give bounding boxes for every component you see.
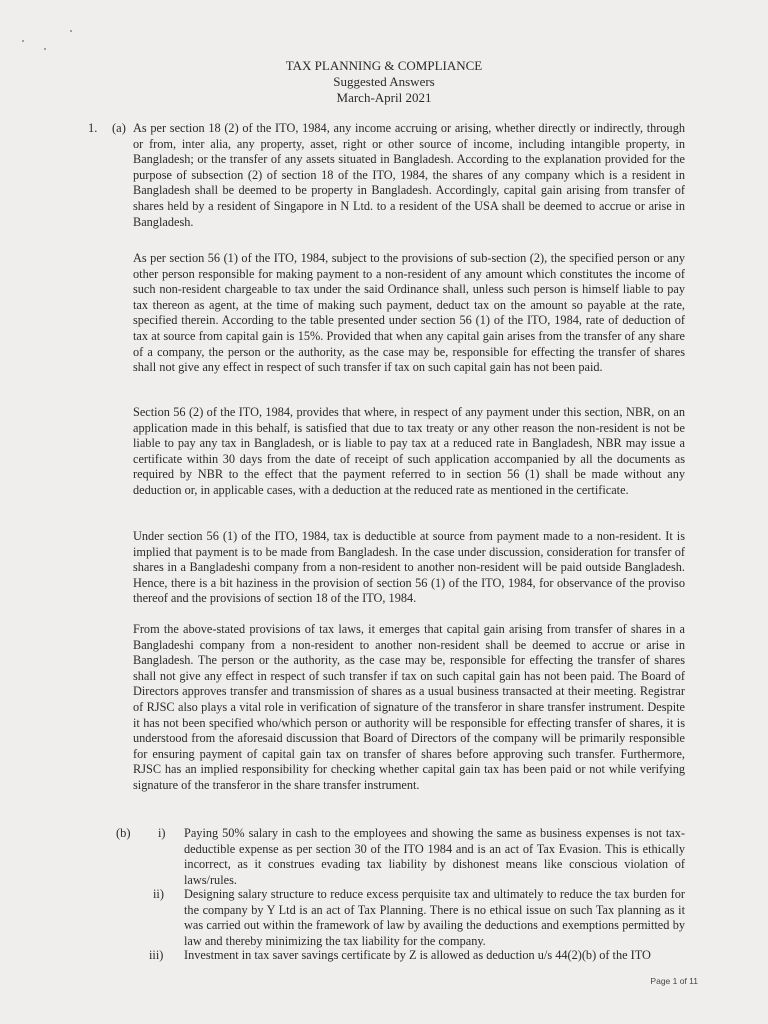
answer-paragraph: Section 56 (2) of the ITO, 1984, provides that where, in respect of any payment under this section, NBR, on an application made in this behalf, is satisfied that due to tax treaty or any other reason the non-resident is not be liable to pay any tax in Bangladesh, or is liable to pay tax at a reduced rate in Bangladesh, NBR may issue a certificate within 30 days from the date of receipt of such application accompanied by all the documents as required by NBR to the effect that the payment referred to in section 56 (1) shall be made without any deduction or, in applicable cases, with a deduction at the reduced rate as mentioned in the certificate.: [133, 405, 685, 497]
answer-paragraph: As per section 18 (2) of the ITO, 1984, any income accruing or arising, whether directly or indirectly, through or from, inter alia, any property, asset, right or other source of income, including intangible property, in Bangladesh; or the transfer of any assets situated in Bangladesh. According to the explanation provided for the purpose of subsection (2) of section 18 of the ITO, 1984, the shares of any company which is a resident in Bangladesh shall be deemed to be property in Bangladesh. Accordingly, capital gain arising from transfer of shares held by a resident of Singapore in N Ltd. to a resident of the USA shall be deemed to accrue or arise in Bangladesh.: [133, 121, 685, 229]
part-b-label: (b): [116, 826, 131, 840]
item-numeral: iii): [149, 948, 164, 962]
item-numeral: i): [158, 826, 166, 840]
document-date: March-April 2021: [336, 90, 432, 105]
question-number: 1.: [88, 121, 98, 135]
scan-speck: [44, 48, 46, 50]
answer-item: Investment in tax saver savings certificate by Z is allowed as deduction u/s 44(2)(b) of the ITO: [184, 948, 651, 962]
part-a-label: (a): [112, 121, 126, 135]
document-subtitle: Suggested Answers: [333, 74, 435, 89]
page-number: Page 1 of 11: [650, 976, 698, 986]
answer-paragraph: From the above-stated provisions of tax laws, it emerges that capital gain arising from transfer of shares in a Bangladeshi company from a non-resident to another non-resident shall be deemed to accrue or arise in Bangladesh. The person or the authority, as the case may be, responsible for effecting the transfer of shares shall not give any effect in respect of such transfer if tax on such capital gain has not been paid. The Board of Directors approves transfer and transmission of shares as a usual business transacted at their meeting. Registrar of RJSC also plays a vital role in verification of signature of the transferor in share transfer instrument. Despite it has not been specified who/which person or authority will be responsible for effecting transfer of shares, it is understood from the aforesaid discussion that Board of Directors of the company will be primarily responsible for ensuring payment of capital gain tax on transfer of shares before approving such transfer. Furthermore, RJSC has an implied responsibility for checking whether capital gain tax has been paid or not while verifying signature of the transferor in the share transfer instrument.: [133, 622, 685, 792]
item-numeral: ii): [153, 887, 164, 901]
answer-item: Paying 50% salary in cash to the employees and showing the same as business expenses is not tax-deductible expense as per section 30 of the ITO 1984 and is an act of Tax Evasion. This is ethically incorrect, as it construes evading tax liability by dishonest means like conscious violation of laws/rules.: [184, 826, 685, 887]
scan-speck: [70, 30, 72, 32]
answer-paragraph: Under section 56 (1) of the ITO, 1984, tax is deductible at source from payment made to a non-resident. It is implied that payment is to be made from Bangladesh. In the case under discussion, consideration for transfer of shares in a Bangladeshi company from a non-resident to another non-resident will be paid outside Bangladesh. Hence, there is a bit haziness in the provision of section 56 (1) of the ITO, 1984, for observance of the proviso thereof and the provisions of section 18 of the ITO, 1984.: [133, 529, 685, 606]
document-header: [0, 58, 768, 106]
scan-speck: [22, 40, 24, 42]
answer-paragraph: As per section 56 (1) of the ITO, 1984, subject to the provisions of sub-section (2), the specified person or any other person responsible for making payment to a non-resident of any amount which constitutes the income of such non-resident chargeable to tax under the said Ordinance shall, unless such person is himself liable to pay tax thereon as agent, at the time of making such payment, deduct tax on the amount so payable at the rate, specified therein. According to the table presented under section 56 (1) of the ITO, 1984, rate of deduction of tax at source from capital gain is 15%. Provided that when any capital gain arises from the transfer of any share of a company, the person or the authority, as the case may be, responsible for effecting the transfer of shares shall not give any effect in respect of such transfer if tax on such capital gain has not been paid.: [133, 251, 685, 375]
document-title: TAX PLANNING & COMPLIANCE: [285, 58, 483, 73]
answer-item: Designing salary structure to reduce excess perquisite tax and ultimately to reduce the tax burden for the company by Y Ltd is an act of Tax Planning. There is no ethical issue on such Tax planning as it was carried out within the framework of law by availing the deductions and exemptions permitted by law and thereby minimizing the tax liability for the company.: [184, 887, 685, 948]
